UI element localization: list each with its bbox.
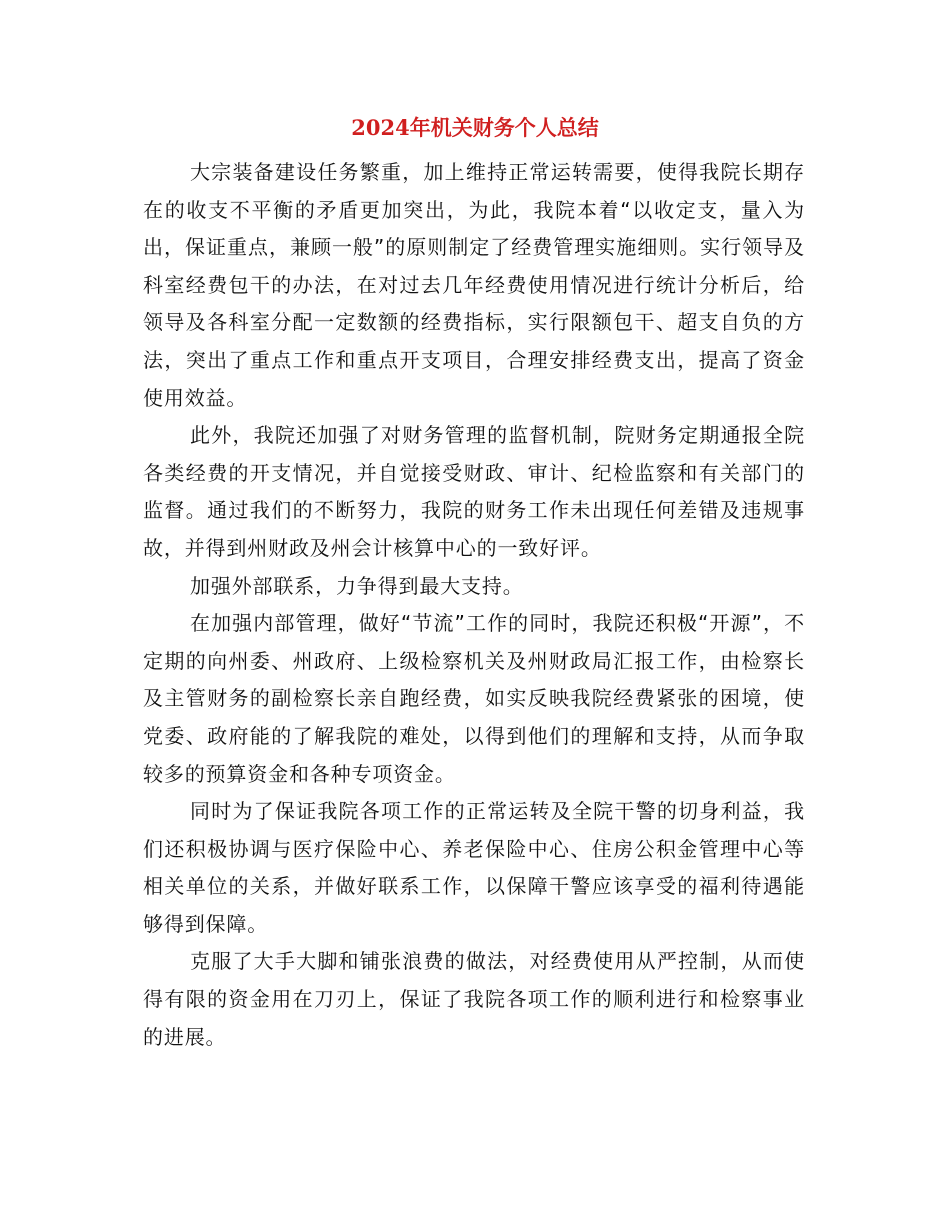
paragraph-6: 克服了大手大脚和铺张浪费的做法，对经费使用从严控制，从而使得有限的资金用在刀刃上，保证了我院各项工作的顺利进行和检察事业的进展。 (143, 949, 805, 1049)
document-title: 2024年机关财务个人总结 (351, 115, 599, 140)
paragraph-4: 在加强内部管理，做好“节流”工作的同时，我院还积极“开源”，不定期的向州委、州政府、上级检察机关及州财政局汇报工作，由检察长及主管财务的副检察长亲自跑经费，如实反映我院经费紧张的困境，使党委、政府能的了解我院的难处，以得到他们的理解和支持，从而争取较多的预算资金和各种专项资金。 (143, 611, 805, 786)
paragraph-2: 此外，我院还加强了对财务管理的监督机制，院财务定期通报全院各类经费的开支情况，并自觉接受财政、审计、纪检监察和有关部门的监督。通过我们的不断努力，我院的财务工作未出现任何差错及违规事故，并得到州财政及州会计核算中心的一致好评。 (143, 423, 805, 560)
paragraph-5: 同时为了保证我院各项工作的正常运转及全院干警的切身利益，我们还积极协调与医疗保险中心、养老保险中心、住房公积金管理中心等相关单位的关系，并做好联系工作，以保障干警应该享受的福利待遇能够得到保障。 (143, 799, 805, 936)
paragraph-3: 加强外部联系，力争得到最大支持。 (190, 573, 524, 598)
document-body (143, 154, 805, 1056)
paragraph-1: 大宗装备建设任务繁重，加上维持正常运转需要，使得我院长期存在的收支不平衡的矛盾更加突出，为此，我院本着“以收定支，量入为出，保证重点，兼顾一般”的原则制定了经费管理实施细则。实行领导及科室经费包干的办法，在对过去几年经费使用情况进行统计分析后，给领导及各科室分配一定数额的经费指标，实行限额包干、超支自负的方法，突出了重点工作和重点开支项目，合理安排经费支出，提高了资金使用效益。 (143, 160, 805, 410)
